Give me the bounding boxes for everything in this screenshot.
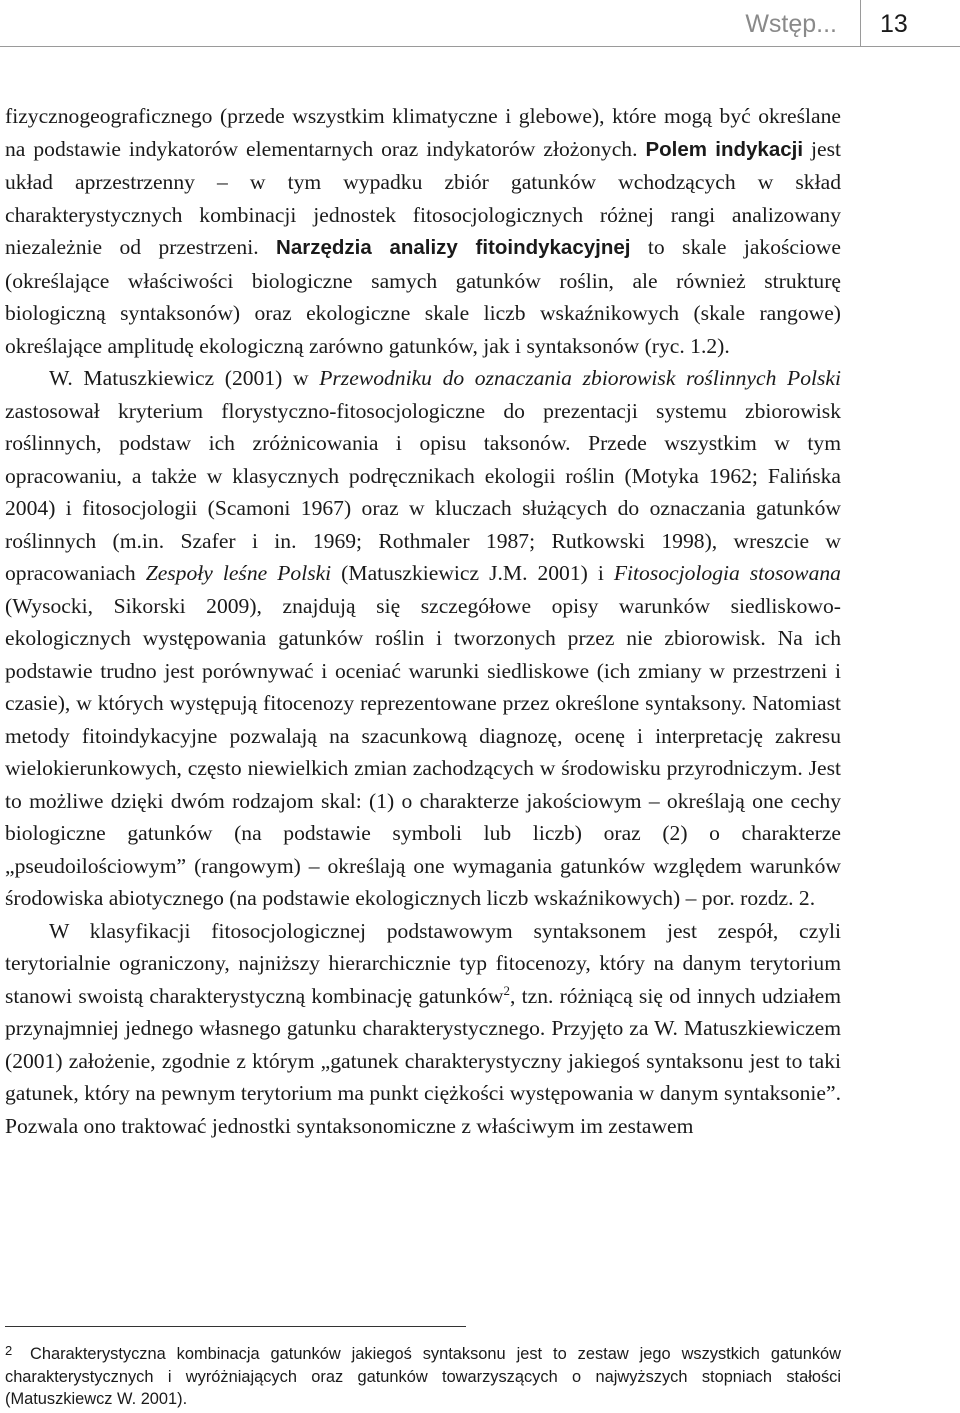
footnote-text: Charakterystyczna kombinacja gatunków jakiegoś syntaksonu jest to zestaw jego wszystkich gatunków charakterystycznych i wyróżniających oraz gatunków towarzyszących o najwyższych stopniach stałości (Matuszkiewcz W. 2001). bbox=[5, 1345, 841, 1408]
text-run: to skale jakościowe (określające właściwości biologiczne samych gatunków roślin, ale również strukturę biologiczną syntaksonów) oraz ekologiczne skale liczb wskaźnikowych (skale rangowe) określające amplitudę ekologiczną zarówno gatunków, jak i syntaksonów (ryc. 1.2). bbox=[5, 235, 841, 358]
text-run: jest układ aprzestrzenny – w tym wypadku zbiór gatunków wchodzących w skład charakterystycznych kombinacji jednostek fitosocjologicznych różnej rangi analizowany niezależnie od przestrzeni. bbox=[5, 136, 841, 259]
text-run: W. Matuszkiewicz (2001) w bbox=[49, 366, 320, 390]
text-run: zastosował kryterium florystyczno-fitosocjologiczne do prezentacji systemu zbiorowisk roślinnych, podstaw ich zróżnicowania i opisu taksonów. Przede wszystkim w tym opracowaniu, a także w klasycznych podręcznikach ekologii roślin (Motyka 1962; Falińska 2004) i fitosocjologii (Scamoni 1967) oraz w kluczach służących do oznaczania gatunków roślinnych (m.in. Szafer i in. 1969; Rothmaler 1987; Rutkowski 1998), wreszcie w opracowaniach bbox=[5, 398, 841, 585]
italic-title: Fitosocjologia stosowana bbox=[613, 561, 841, 585]
text-run: , tzn. różniącą się od innych udziałem przynajmniej jednego własnego gatunku charakterystycznego. Przyjęto za W. Matuszkiewiczem (2001) założenie, zgodnie z którym „gatunek charakterystyczny jakiegoś syntaksonu jest to taki gatunek, który na pewnym terytorium ma punkt ciężkości występowania w danym syntaksonie”. Pozwala ono traktować jednostki syntaksonomiczne z właściwym im zestawem bbox=[5, 983, 841, 1138]
running-header bbox=[0, 0, 960, 50]
text-run: fizycznogeograficznego (przede wszystkim klimatyczne i glebowe), które mogą być określane na podstawie indykatorów elementarnych oraz indykatorów złożonych. bbox=[5, 104, 841, 161]
bold-term: Narzędzia analizy fitoindykacyjnej bbox=[276, 236, 631, 259]
running-title: Wstęp... bbox=[745, 10, 837, 38]
footnote-rule bbox=[5, 1326, 466, 1327]
bold-term: Polem indykacji bbox=[645, 137, 804, 161]
header-separator bbox=[860, 0, 861, 46]
italic-title: Zespoły leśne Polski bbox=[145, 561, 332, 585]
footnote: 2 Charakterystyczna kombinacja gatunków jakiegoś syntaksonu jest to zestaw jego wszystkich gatunków charakterystycznych i wyróżniających oraz gatunków towarzyszących o najwyższych stopniach stałości (Matuszkiewcz W. 2001). bbox=[5, 1343, 841, 1408]
text-run: (Wysocki, Sikorski 2009), znajdują się szczegółowe opisy warunków siedliskowo-ekologicznych występowania gatunków roślin i tworzonych przez nie zbiorowisk. Na ich podstawie trudno jest porównywać i oceniać warunki siedliskowe (ich zmiany w przestrzeni i czasie), w których występują fitocenozy reprezentowane przez określone syntaksony. Natomiast metody fitoindykacyjne pozwalają na szacunkową diagnozę, ocenę i interpretację zakresu wielokierunkowych, często niewielkich zmian zachodzących w środowisku przyrodniczym. Jest to możliwe dzięki dwóm rodzajom skal: (1) o charakterze jakościowym – określają one cechy biologiczne gatunków (na podstawie symboli lub liczb) oraz (2) o charakterze „pseudoilościowym” (rangowym) – określają one wymagania gatunków względem warunków środowiska abiotycznego (na podstawie ekologicznych liczb wskaźnikowych) – por. rozdz. 2. bbox=[5, 593, 841, 910]
footnote-ref: 2 bbox=[503, 982, 511, 998]
body-text bbox=[5, 100, 841, 1142]
paragraph-p1 bbox=[5, 100, 841, 362]
text-run: W klasyfikacji fitosocjologicznej podstawowym syntaksonem jest zespół, czyli terytorialnie ograniczony, najniższy hierarchicznie typ fitocenozy, który na danym terytorium stanowi swoistą charakterystyczną kombinację gatunków bbox=[5, 918, 841, 1008]
paragraph-p2 bbox=[5, 362, 841, 915]
paragraph-p3 bbox=[5, 915, 841, 1143]
italic-title: Przewodniku do oznaczania zbiorowisk roślinnych Polski bbox=[319, 366, 841, 390]
text-run: (Matuszkiewicz J.M. 2001) i bbox=[331, 561, 614, 585]
header-rule bbox=[0, 46, 960, 47]
page-number: 13 bbox=[880, 10, 908, 38]
